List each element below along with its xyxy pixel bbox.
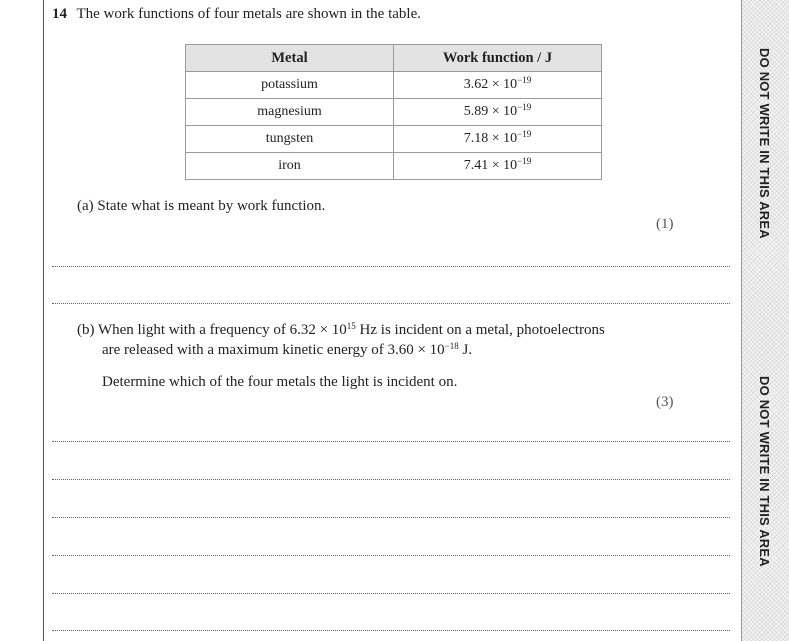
part-b-prompt-line2: are released with a maximum kinetic energy of $3.60 \times 10^{-18}$ J. — [102, 341, 473, 358]
metal-cell: potassium — [186, 72, 394, 99]
header-metal: Metal — [186, 45, 394, 72]
metal-cell: magnesium — [186, 99, 394, 126]
part-b-instruction: Determine which of the four metals the light is incident on. — [102, 374, 458, 390]
margin-notice-top: DO NOT WRITE IN THIS AREA — [757, 48, 772, 239]
part-b-prompt-line1: (b) When light with a frequency of $6.32 \times 10^{15}$ Hz is incident on a metal, photoelectrons — [77, 321, 605, 338]
work-function-table — [185, 44, 602, 180]
work-function-cell: $3.62 \times 10^{-19}$ — [394, 72, 602, 99]
answer-line[interactable] — [52, 555, 730, 556]
work-function-cell: $5.89 \times 10^{-19}$ — [394, 99, 602, 126]
part-b-label: (b) — [77, 322, 95, 338]
answer-line[interactable] — [52, 630, 730, 631]
part-b-marks: (3) — [656, 394, 674, 410]
table-header-row — [186, 45, 602, 72]
question-number: 14 — [52, 6, 67, 22]
part-a-marks: (1) — [656, 216, 674, 232]
metal-cell: iron — [186, 153, 394, 180]
answer-line[interactable] — [52, 517, 730, 518]
table-row — [186, 126, 602, 153]
header-work-function: Work function / J — [394, 45, 602, 72]
margin-notice-bottom: DO NOT WRITE IN THIS AREA — [757, 376, 772, 567]
part-a-prompt — [77, 198, 325, 215]
work-function-cell: $7.18 \times 10^{-19}$ — [394, 126, 602, 153]
table-row — [186, 72, 602, 99]
question-stem — [52, 6, 421, 23]
question-text: The work functions of four metals are shown in the table. — [76, 6, 421, 22]
table-row — [186, 99, 602, 126]
left-margin-rule — [43, 0, 44, 641]
part-a-text: State what is meant by work function. — [97, 198, 326, 214]
answer-line[interactable] — [52, 441, 730, 442]
answer-line[interactable] — [52, 479, 730, 480]
answer-line[interactable] — [52, 593, 730, 594]
metal-cell: tungsten — [186, 126, 394, 153]
table-row — [186, 153, 602, 180]
work-function-cell: $7.41 \times 10^{-19}$ — [394, 153, 602, 180]
answer-line[interactable] — [52, 303, 730, 304]
answer-line[interactable] — [52, 266, 730, 267]
part-a-label: (a) — [77, 198, 94, 214]
